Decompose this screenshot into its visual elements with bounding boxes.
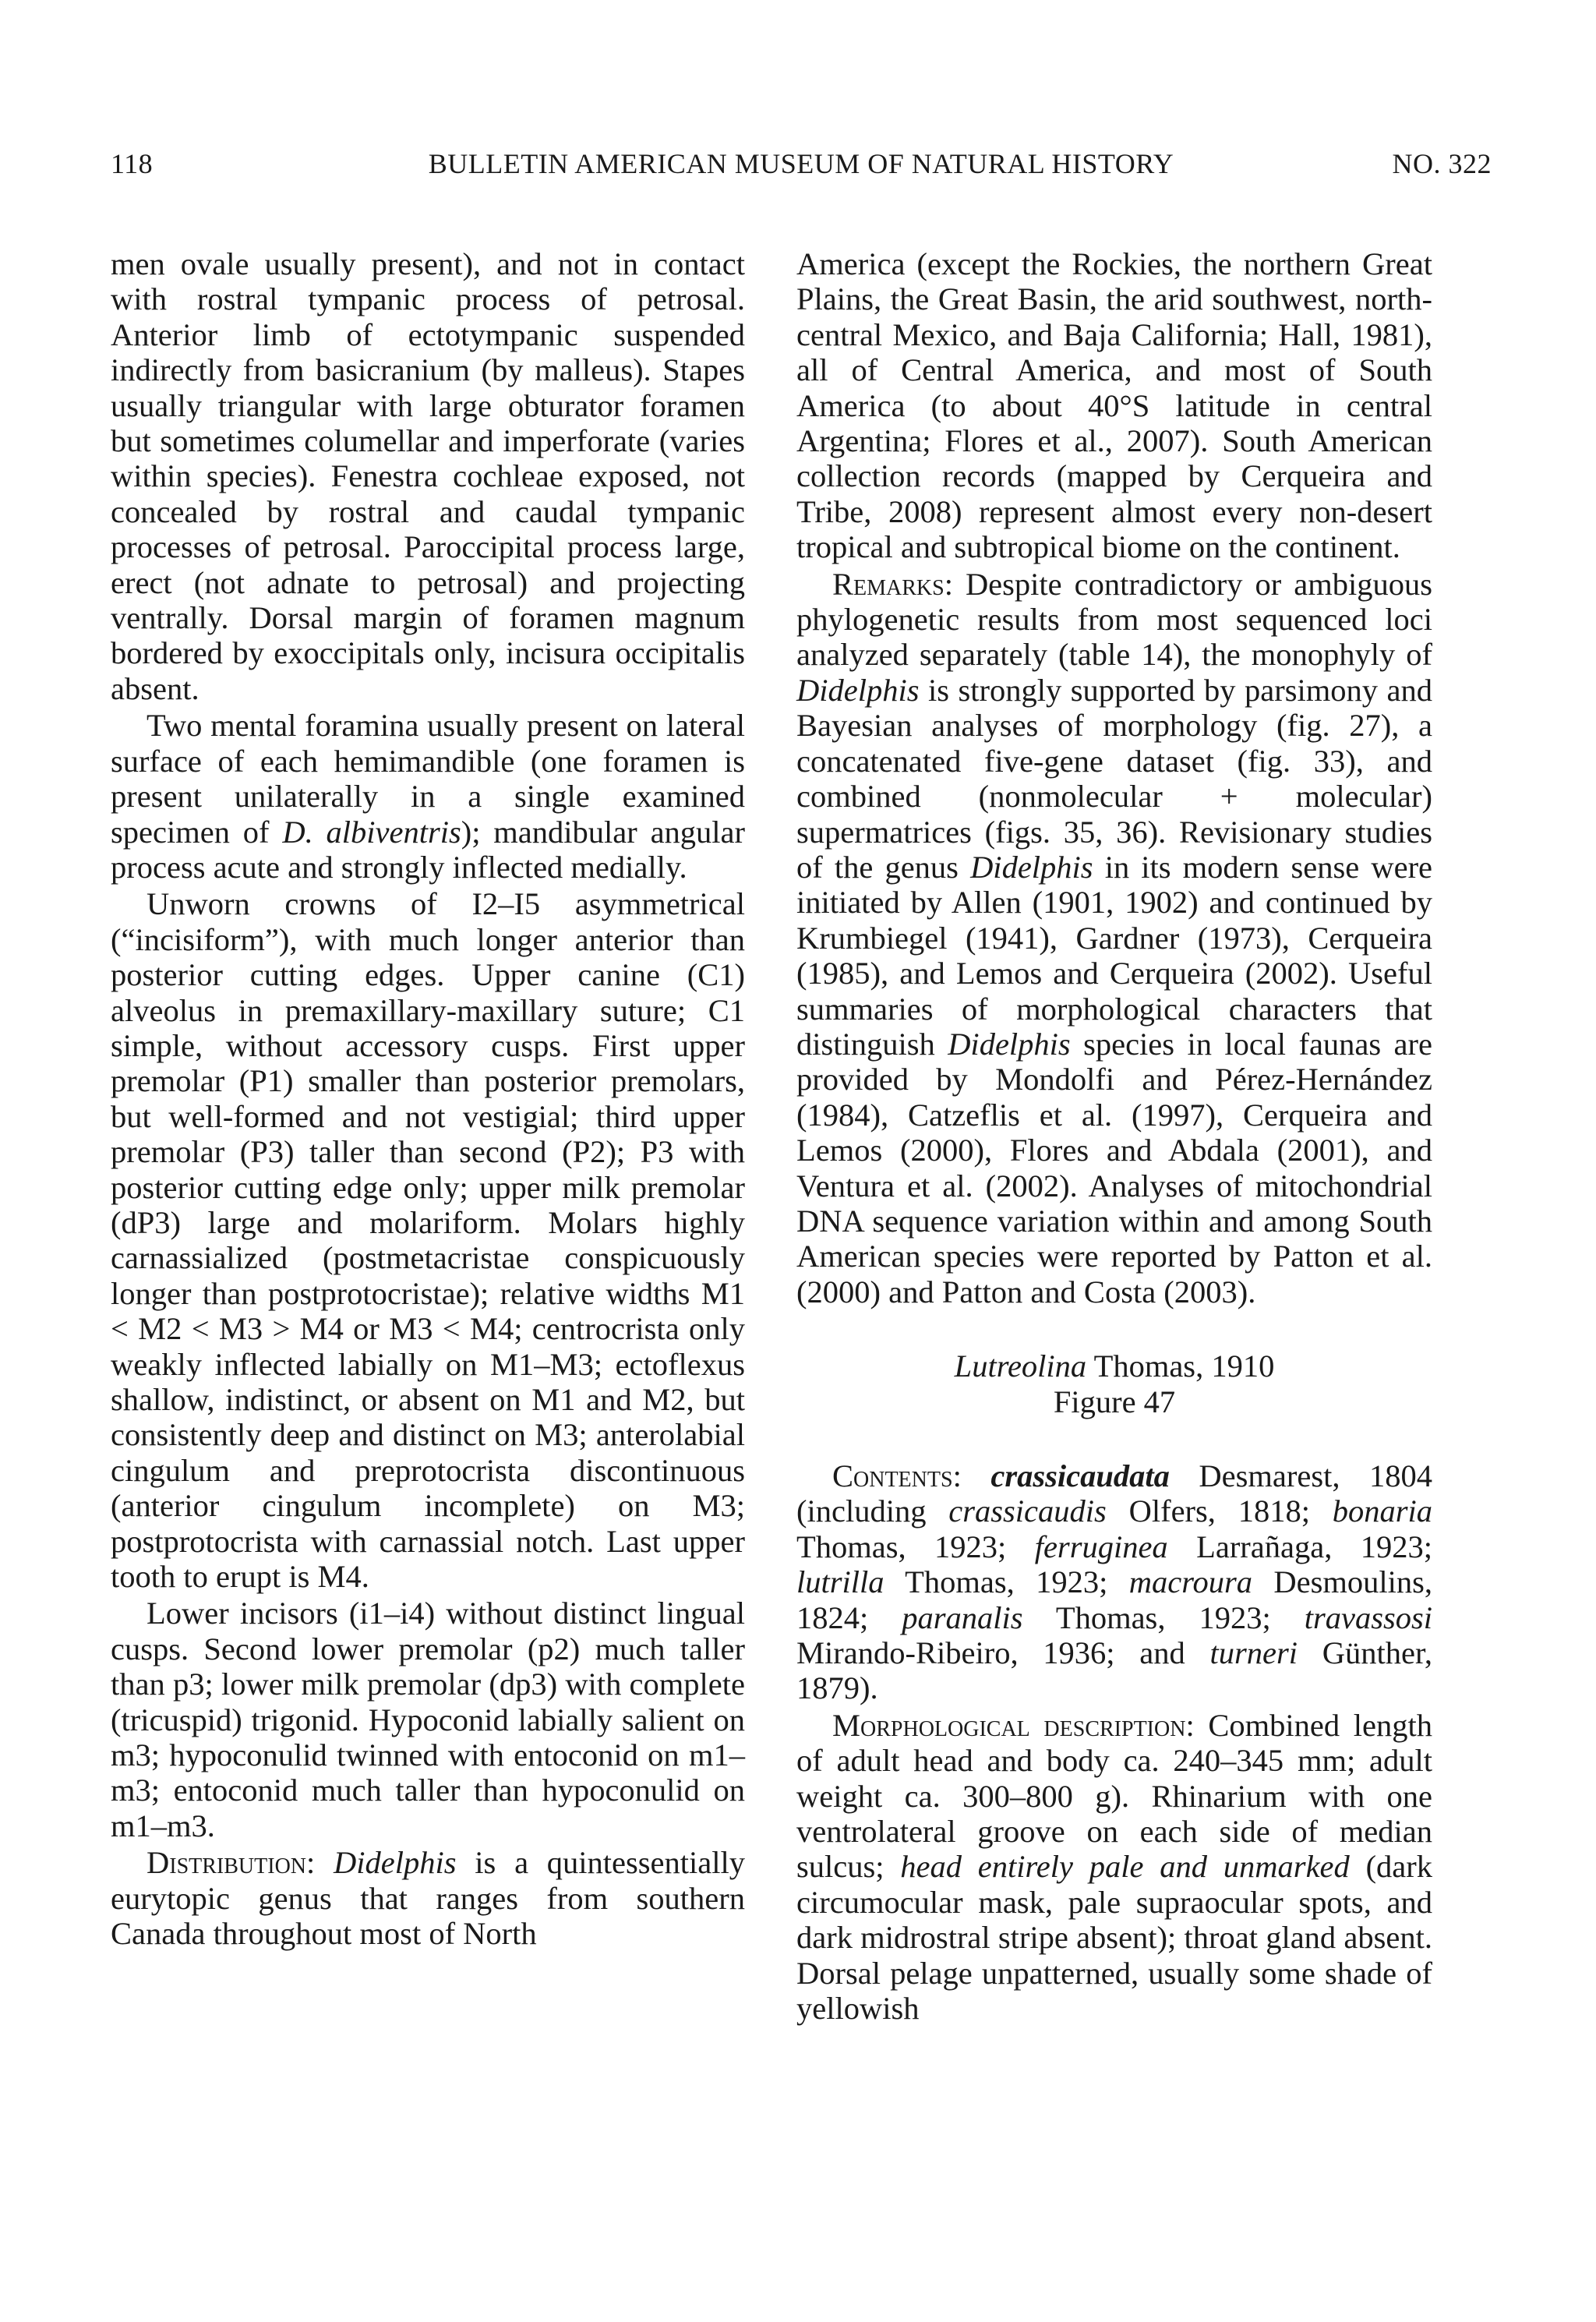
synonym-name: turneri (1209, 1635, 1298, 1671)
synonym-name: crassicaudis (948, 1493, 1107, 1529)
text-run: is strongly supported by parsimony and Bayesian analyses of morphology (fig. 27), a concatenated five-gene dataset (fig. 33), and combined (nonmolecular + molecular) supermatrices (figs. 35, 36). Revisionary studies of the genus (796, 672, 1432, 885)
synonym-name: paranalis (902, 1599, 1023, 1635)
species-name: D. albiventris (282, 814, 461, 850)
text-run: species in local faunas are provided by Mondolfi and Pérez-Hernández (1984), Catzeflis et al. (1997), Cerqueira and Lemos (2000), Flores and Abdala (2001), and Ventura et al. (2002). Analyses of mitochondrial DNA sequence variation within and among South American species were reported by Patton et al. (2000) and Patton and Costa (2003). (796, 1026, 1432, 1309)
journal-title: BULLETIN AMERICAN MUSEUM OF NATURAL HISTORY (428, 148, 1174, 179)
synonym-name: travassosi (1304, 1599, 1433, 1635)
emphasized-text: head entirely pale and unmarked (900, 1849, 1350, 1885)
right-column (796, 246, 1432, 2028)
text-run: ); mandibular angular process acute and strongly inflected medially. (111, 814, 746, 885)
genus-heading (796, 1348, 1432, 1419)
paragraph-upper-dentition: Unworn crowns of I2–I5 asymmetrical (“incisiform”), with much longer anterior than posterior cutting edges. Upper canine (C1) alveolus in premaxillary-maxillary suture; C1 simple, without accessory cusps. First upper premolar (P1) smaller than posterior premolars, but well-formed and not vestigial; third upper premolar (P3) taller than second (P2); P3 with posterior cutting edge only; upper milk premolar (dP3) large and molariform. Molars highly carnassialized (postmetacristae conspicuously longer than postprotocristae); relative widths M1 < M2 < M3 > M4 or M3 < M4; centrocrista only weakly inflected labially on M1–M3; ectoflexus shallow, indistinct, or absent on M1 and M2, but consistently deep and distinct on M3; anterolabial cingulum and preprotocrista discontinuous (anterior cingulum incomplete) on M3; postprotocrista with carnassial notch. Last upper tooth to erupt is M4. (111, 886, 745, 1595)
genus-name: Didelphis (334, 1845, 457, 1881)
text-run: Larrañaga, 1923; (1196, 1529, 1433, 1564)
running-head (111, 143, 1492, 184)
species-name: crassicaudata (990, 1458, 1170, 1493)
genus-name: Didelphis (970, 849, 1093, 885)
text-run: Desmarest, 1804 (including (796, 1458, 1432, 1529)
text-run: Thomas, 1923; (796, 1529, 1007, 1564)
genus-name: Didelphis (948, 1026, 1071, 1062)
text-run: Günther, 1879). (796, 1635, 1433, 1706)
text-run: Thomas, 1923; (905, 1564, 1108, 1600)
text-run: Desmoulins, 1824; (796, 1564, 1432, 1635)
genus-name: Didelphis (796, 672, 920, 708)
text-run: (dark circumocular mask, pale supraocular spots, and dark midrostral stripe absent); throat gland absent. Dorsal pelage unpatterned, usually some shade of yellowish (796, 1849, 1433, 2027)
section-label-remarks: Remarks (832, 566, 945, 602)
synonym-name: bonaria (1332, 1493, 1433, 1529)
genus-heading-figure: Figure 47 (1053, 1384, 1176, 1419)
genus-heading-author: Thomas, 1910 (1093, 1348, 1275, 1384)
paragraph-basicranium: men ovale usually present), and not in contact with rostral tympanic process of petrosal. Anterior limb of ectotympanic suspended indirectly from basicranium (by malleus). Stapes usually triangular with large obturator foramen but sometimes columellar and imperforate (varies within species). Fenestra cochleae exposed, not concealed by rostral and caudal tympanic processes of petrosal. Paroccipital process large, erect (not adnate to petrosal) and projecting ventrally. Dorsal margin of foramen magnum bordered by exoccipitals only, incisura occipitalis absent. (111, 246, 745, 706)
left-column (111, 246, 745, 1953)
paragraph-contents: Contents: crassicaudata Desmarest, 1804 (including crassicaudis Olfers, 1818; bonaria Thomas, 1923; ferruginea Larrañaga, 1923; lutrilla Thomas, 1923; macroura Desmoulins, 1824; paranalis Thomas, 1923; travassosi Mirando-Ribeiro, 1936; and turneri Günther, 1879). (796, 1458, 1433, 1706)
text-run: Two mental foramina usually present on lateral surface of each hemimandible (one foramen is present unilaterally in a single examined specimen of (111, 708, 745, 850)
section-label-distribution: Distribution (147, 1845, 307, 1881)
text-run: Combined length of adult head and body ca. 240–345 mm; adult weight ca. 300–800 g). Rhinarium with one ventrolateral groove on each side of median sulcus; (796, 1707, 1432, 1885)
section-label-contents: Contents (832, 1458, 953, 1493)
genus-heading-name: Lutreolina (954, 1348, 1087, 1384)
text-run: is a quintessentially eurytopic genus that ranges from southern Canada throughout most of North (111, 1845, 746, 1952)
text-run: Despite contradictory or ambiguous phylogenetic results from most sequenced loci analyzed separately (table 14), the monophyly of (796, 566, 1432, 673)
paragraph-lower-dentition: Lower incisors (i1–i4) without distinct lingual cusps. Second lower premolar (p2) much taller than p3; lower milk premolar (dp3) with complete (tricuspid) trigonid. Hypoconid labially salient on m3; hypoconulid twinned with entoconid on m1–m3; entoconid much taller than hypoconulid on m1–m3. (111, 1596, 745, 1843)
paragraph-distribution-continued: America (except the Rockies, the northern Great Plains, the Great Basin, the arid southwest, north-central Mexico, and Baja California; Hall, 1981), all of Central America, and most of South America (to about 40°S latitude in central Argentina; Flores et al., 2007). South American collection records (mapped by Cerqueira and Tribe, 2008) represent almost every non-desert tropical and subtropical biome on the continent. (796, 246, 1432, 565)
text-run: Thomas, 1923; (1055, 1599, 1271, 1635)
text-run: Olfers, 1818; (1128, 1493, 1310, 1529)
page-number: 118 (111, 148, 154, 179)
synonym-name: lutrilla (796, 1564, 885, 1600)
issue-number: NO. 322 (1392, 148, 1492, 179)
paragraph-distribution: Distribution: Didelphis is a quintessentially eurytopic genus that ranges from southern Canada throughout most of North (111, 1845, 746, 1952)
paragraph-morphological-description: Morphological description: Combined length of adult head and body ca. 240–345 mm; adult weight ca. 300–800 g). Rhinarium with one ventrolateral groove on each side of median sulcus; head entirely pale and unmarked (dark circumocular mask, pale supraocular spots, and dark midrostral stripe absent); throat gland absent. Dorsal pelage unpatterned, usually some shade of yellowish (796, 1707, 1433, 2027)
synonym-name: macroura (1128, 1564, 1252, 1600)
synonym-name: ferruginea (1034, 1529, 1168, 1564)
section-label-morphological-description: Morphological description (832, 1707, 1186, 1743)
text-run: in its modern sense were initiated by Allen (1901, 1902) and continued by Krumbiegel (1941), Gardner (1973), Cerqueira (1985), and Lemos and Cerqueira (2002). Useful summaries of morphological characters that distinguish (796, 849, 1433, 1062)
paragraph-mental-foramina (111, 708, 745, 885)
text-run: Mirando-Ribeiro, 1936; and (796, 1635, 1185, 1671)
paragraph-remarks: Remarks: Despite contradictory or ambiguous phylogenetic results from most sequenced loci analyzed separately (table 14), the monophyly of Didelphis is strongly supported by parsimony and Bayesian analyses of morphology (fig. 27), a concatenated five-gene dataset (fig. 33), and combined (nonmolecular + molecular) supermatrices (figs. 35, 36). Revisionary studies of the genus Didelphis in its modern sense were initiated by Allen (1901, 1902) and continued by Krumbiegel (1941), Gardner (1973), Cerqueira (1985), and Lemos and Cerqueira (2002). Useful summaries of morphological characters that distinguish Didelphis species in local faunas are provided by Mondolfi and Pérez-Hernández (1984), Catzeflis et al. (1997), Cerqueira and Lemos (2000), Flores and Abdala (2001), and Ventura et al. (2002). Analyses of mitochondrial DNA sequence variation within and among South American species were reported by Patton et al. (2000) and Patton and Costa (2003). (796, 566, 1433, 1309)
